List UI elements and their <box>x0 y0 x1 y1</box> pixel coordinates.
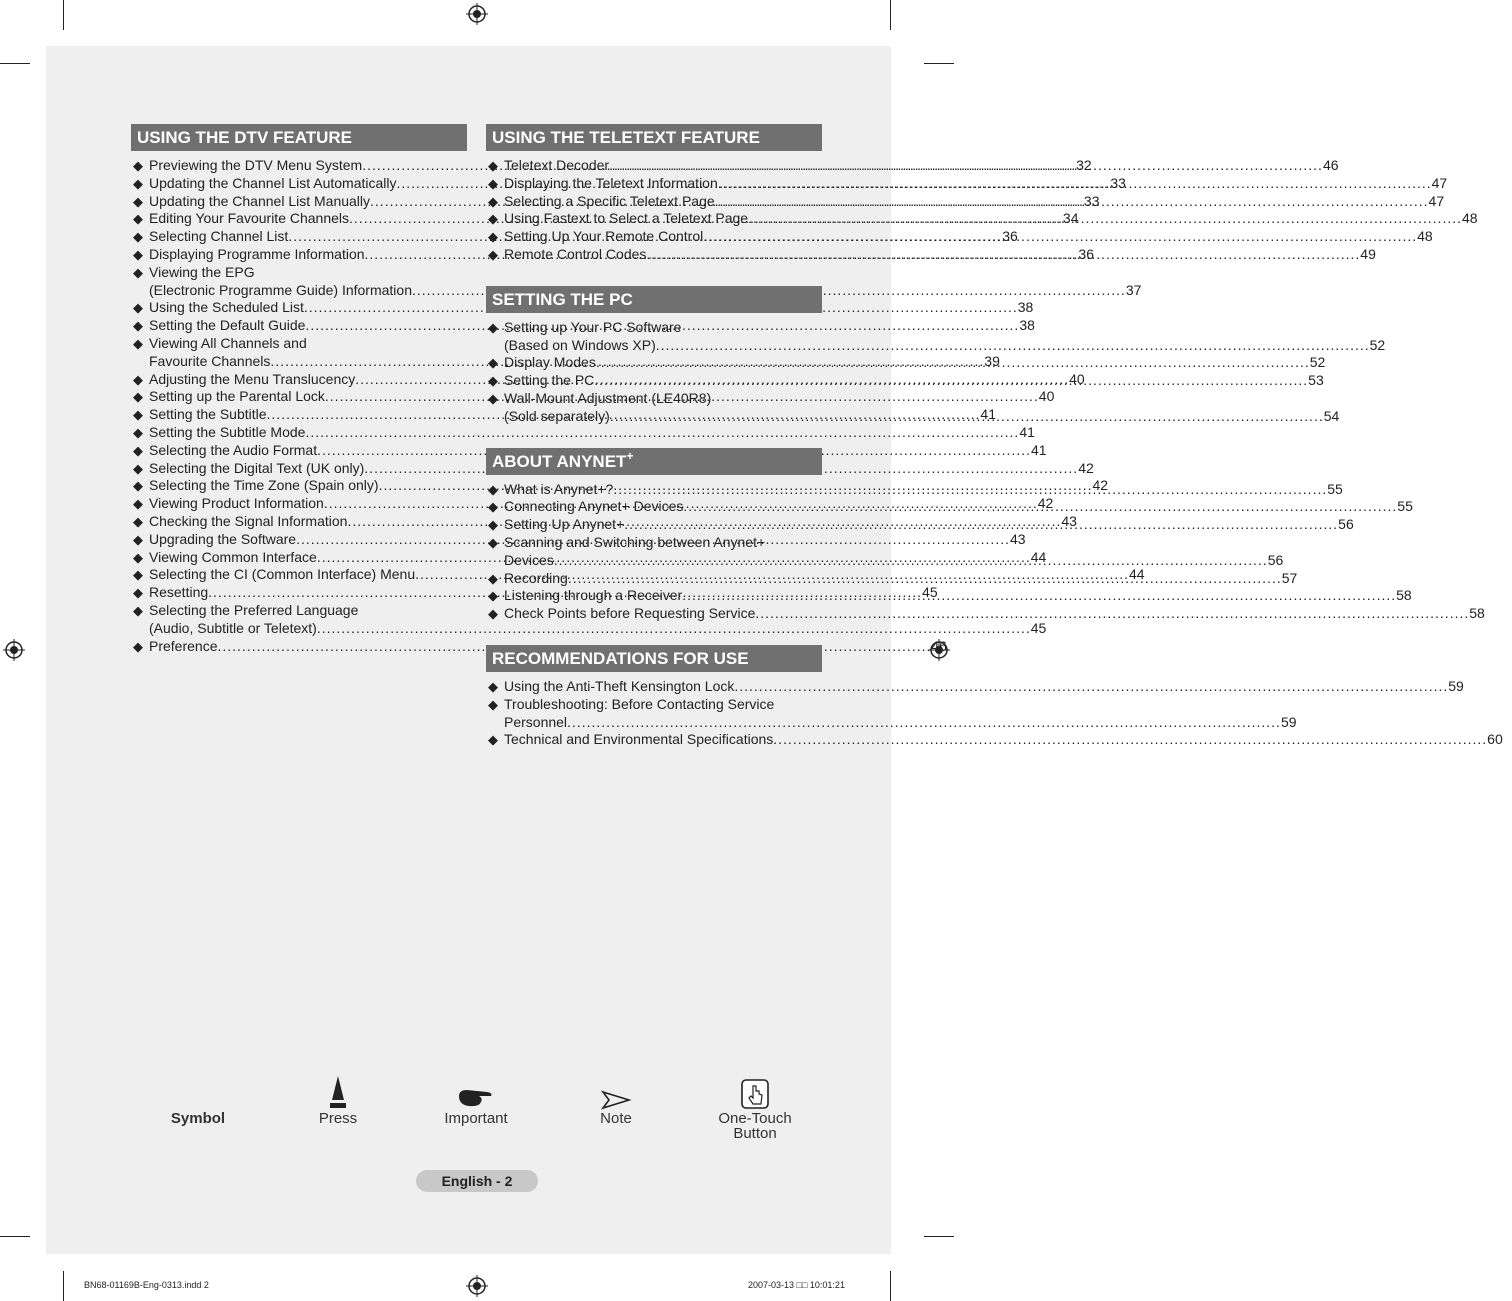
section-heading-text: ABOUT ANYNET <box>492 451 627 471</box>
toc-entry[interactable] <box>486 695 1297 732</box>
toc-entry-page-number: 38 <box>1019 317 1035 334</box>
leader-dots <box>773 731 1487 749</box>
toc-entry-page-number: 55 <box>1327 480 1343 497</box>
section-heading <box>486 645 822 672</box>
diamond-bullet-icon: ◆ <box>133 229 143 245</box>
diamond-bullet-icon: ◆ <box>133 638 143 654</box>
toc-entry-page-number: 33 <box>1083 192 1100 209</box>
diamond-bullet-icon: ◆ <box>488 588 498 604</box>
leader-dots <box>755 605 1469 623</box>
section-heading <box>486 448 822 475</box>
diamond-bullet-icon: ◆ <box>133 585 143 601</box>
leader-dots <box>624 516 1338 534</box>
symbol-heading <box>158 1110 238 1127</box>
toc-entry-title: Setting the Subtitle <box>149 406 267 423</box>
symbol-legend <box>130 1070 830 1150</box>
symbol-note <box>576 1070 656 1127</box>
toc-entry-page-number: 40 <box>1038 388 1055 405</box>
toc-entry-page-number: 48 <box>1462 210 1478 227</box>
toc-entry-title: Resetting <box>149 584 209 601</box>
toc-entry-page-number: 41 <box>1019 423 1035 440</box>
diamond-bullet-icon: ◆ <box>488 390 498 406</box>
toc-entry-title: Setting Up Anynet+ <box>504 516 625 533</box>
diamond-bullet-icon: ◆ <box>488 570 498 586</box>
toc-entry-title: Updating the Channel List Manually <box>149 192 371 209</box>
toc-entry[interactable] <box>486 677 1464 696</box>
leader-dots <box>682 587 1396 605</box>
crop-mark <box>890 1271 891 1301</box>
diamond-bullet-icon: ◆ <box>133 175 143 191</box>
toc-entry-page-number: 44 <box>1129 566 1145 583</box>
section-heading-text: USING THE TELETEXT FEATURE <box>492 128 760 147</box>
diamond-bullet-icon: ◆ <box>488 211 498 227</box>
toc-entry-title: Using Fastext to Select a Teletext Page <box>504 210 749 227</box>
leader-dots <box>609 157 1323 175</box>
diamond-bullet-icon: ◆ <box>133 389 143 405</box>
leader-dots <box>748 210 1462 228</box>
toc-entry-title: Setting the Subtitle Mode <box>149 423 306 440</box>
one-touch-button-icon <box>740 1078 770 1110</box>
crop-mark <box>63 1271 64 1301</box>
diamond-bullet-icon: ◆ <box>488 229 498 245</box>
diamond-bullet-icon: ◆ <box>488 534 498 550</box>
diamond-bullet-icon: ◆ <box>488 678 498 694</box>
toc-entry-page-number: 53 <box>1308 372 1324 389</box>
section-heading-text: USING THE DTV FEATURE <box>137 128 353 147</box>
toc-entry-page-number: 42 <box>1037 495 1054 512</box>
note-arrow-icon <box>601 1090 631 1110</box>
diamond-bullet-icon: ◆ <box>133 158 143 173</box>
toc-entry-page-number: 46 <box>931 637 947 654</box>
section-heading <box>131 124 467 151</box>
symbol-press <box>298 1070 378 1127</box>
registration-mark-icon <box>466 3 488 25</box>
diamond-bullet-icon: ◆ <box>488 696 498 712</box>
toc-entry-page-number: 36 <box>1078 245 1094 262</box>
crop-mark <box>0 63 30 64</box>
toc-entry-title: Adjusting the Menu Translucency <box>149 370 356 387</box>
diamond-bullet-icon: ◆ <box>133 424 143 440</box>
toc-entry-title: Preference <box>149 637 218 654</box>
diamond-bullet-icon: ◆ <box>133 300 143 316</box>
leader-dots <box>715 193 1429 211</box>
diamond-bullet-icon: ◆ <box>133 602 143 618</box>
diamond-bullet-icon: ◆ <box>133 371 143 387</box>
diamond-bullet-icon: ◆ <box>133 193 143 209</box>
date-slug: 2007-03-13 □□ 10:01:21 <box>748 1280 845 1290</box>
toc-entry-title: Teletext Decoder <box>504 157 610 173</box>
diamond-bullet-icon: ◆ <box>133 264 143 280</box>
registration-mark-icon <box>466 1275 488 1297</box>
diamond-bullet-icon: ◆ <box>133 442 143 458</box>
toc-entry-page-number: 52 <box>1369 336 1386 353</box>
toc-entry-page-number: 54 <box>1323 407 1340 424</box>
toc-entry-title: Viewing the EPG <box>149 263 255 280</box>
leader-dots <box>646 246 1360 264</box>
toc-entry-page-number: 58 <box>1396 587 1412 604</box>
diamond-bullet-icon: ◆ <box>488 373 498 389</box>
pointing-hand-icon <box>457 1086 495 1110</box>
toc-entry[interactable] <box>486 605 1485 623</box>
toc-entry-page-number: 39 <box>984 352 1000 369</box>
toc-entry-page-number: 42 <box>1078 459 1094 476</box>
note-label: Note <box>600 1110 632 1127</box>
leader-dots <box>613 481 1327 499</box>
diamond-bullet-icon: ◆ <box>488 158 498 173</box>
toc-entry-title: Previewing the DTV Menu System <box>149 157 363 173</box>
toc-entry-title: Selecting a Specific Teletext Page <box>504 192 715 209</box>
toc-entry-page-number: 45 <box>922 584 938 601</box>
toc-entry-title: Check Points before Requesting Service <box>504 605 756 622</box>
diamond-bullet-icon: ◆ <box>133 549 143 565</box>
leader-dots <box>718 175 1432 193</box>
toc-entry-title: Updating the Channel List Automatically <box>149 174 397 191</box>
leader-dots <box>734 678 1448 696</box>
section-heading-sup: + <box>626 448 634 463</box>
toc-entry-page-number: 42 <box>1092 477 1109 494</box>
toc-entry-page-number: 43 <box>1009 530 1026 547</box>
leader-dots <box>703 228 1417 246</box>
section-heading-text: RECOMMENDATIONS FOR USE <box>492 648 749 668</box>
symbol-one-touch <box>710 1070 800 1142</box>
toc-entry-title: Displaying the Teletext Information <box>504 174 718 191</box>
toc-entry-title: Setting the PC <box>504 372 595 389</box>
toc-entry-page-number: 33 <box>1110 174 1126 191</box>
page-number-badge: English - 2 <box>416 1170 538 1192</box>
toc-entry-page-number: 47 <box>1428 192 1445 209</box>
leader-dots <box>568 570 1282 588</box>
toc-entry-title: (Audio, Subtitle or Teletext) <box>149 619 317 636</box>
toc-entry-title: Selecting the Time Zone (Spain only) <box>149 477 379 494</box>
diamond-bullet-icon: ◆ <box>133 513 143 529</box>
toc-entry-title: Checking the Signal Information <box>149 512 348 529</box>
toc-entry-title: Setting Up Your Remote Control <box>504 228 704 245</box>
toc-entry-title: Setting the Default Guide <box>149 317 306 334</box>
toc-entry[interactable] <box>486 731 1503 749</box>
diamond-bullet-icon: ◆ <box>488 499 498 515</box>
toc-entry-page-number: 34 <box>1062 210 1079 227</box>
toc-entry-title: Upgrading the Software <box>149 530 297 547</box>
toc-entry-title: Displaying Programme Information <box>149 245 365 262</box>
toc-entry-page-number: 59 <box>1280 713 1297 730</box>
toc-entry-title: Selecting the CI (Common Interface) Menu <box>149 566 416 583</box>
toc-entry-title: Viewing Product Information <box>149 495 324 512</box>
toc-entry-page-number: 48 <box>1417 228 1433 245</box>
toc-entry-page-number: 59 <box>1448 677 1464 694</box>
leader-dots <box>610 408 1324 426</box>
toc-entry-page-number: 44 <box>1030 548 1047 565</box>
toc-entry-title: Troubleshooting: Before Contacting Service <box>504 695 775 712</box>
toc-entry-page-number: 58 <box>1469 605 1485 622</box>
file-slug: BN68-01169B-Eng-0313.indd 2 <box>84 1280 209 1290</box>
toc-entry-title: What is Anynet+? <box>504 480 614 497</box>
diamond-bullet-icon: ◆ <box>488 355 498 371</box>
leader-dots <box>567 714 1281 732</box>
diamond-bullet-icon: ◆ <box>488 246 498 262</box>
diamond-bullet-icon: ◆ <box>488 193 498 209</box>
diamond-bullet-icon: ◆ <box>133 531 143 547</box>
toc-entry-title: Setting up the Parental Lock <box>149 388 325 405</box>
press-icon <box>328 1074 348 1110</box>
toc-entry-page-number: 43 <box>1061 512 1077 529</box>
leader-dots <box>594 372 1308 390</box>
toc-entry-title: Viewing Common Interface <box>149 548 317 565</box>
toc-entry[interactable] <box>131 637 947 656</box>
section-heading <box>486 124 822 151</box>
toc-entry-title: Selecting the Digital Text (UK only) <box>149 459 365 476</box>
toc-entry-page-number: 41 <box>1031 441 1047 458</box>
section-heading-text: SETTING THE PC <box>492 289 633 309</box>
diamond-bullet-icon: ◆ <box>133 318 143 334</box>
diamond-bullet-icon: ◆ <box>133 478 143 494</box>
toc-entry-title: Using the Anti-Theft Kensington Lock <box>504 677 735 694</box>
symbol-heading-label: Symbol <box>170 1110 226 1127</box>
crop-mark <box>924 63 954 64</box>
diamond-bullet-icon: ◆ <box>133 407 143 423</box>
toc-entry-page-number: 46 <box>1322 157 1339 173</box>
leader-dots <box>554 552 1268 570</box>
toc-entry-page-number: 38 <box>1017 299 1034 316</box>
toc-entry-page-number: 56 <box>1267 551 1284 568</box>
toc-entry-title: Favourite Channels <box>149 352 271 369</box>
toc-entry-page-number: 41 <box>980 406 996 423</box>
crop-mark <box>0 1236 30 1237</box>
diamond-bullet-icon: ◆ <box>133 496 143 512</box>
diamond-bullet-icon: ◆ <box>488 319 498 335</box>
press-label: Press <box>318 1110 358 1127</box>
toc-entry-title: Display Modes <box>504 354 596 371</box>
toc-entry-page-number: 60 <box>1487 731 1503 748</box>
toc-entry-title: Recording <box>504 569 568 586</box>
toc-entry-page-number: 36 <box>1002 228 1018 245</box>
toc-entry-page-number: 37 <box>1125 281 1142 298</box>
toc-entry-title: Remote Control Codes <box>504 245 647 262</box>
diamond-bullet-icon: ◆ <box>133 246 143 262</box>
diamond-bullet-icon: ◆ <box>488 732 498 748</box>
toc-entry-page-number: 47 <box>1431 174 1448 191</box>
diamond-bullet-icon: ◆ <box>133 567 143 583</box>
toc-entry-page-number: 49 <box>1360 245 1376 262</box>
section-heading <box>486 286 822 313</box>
registration-mark-icon <box>3 639 25 661</box>
symbol-important <box>436 1070 516 1127</box>
toc-entry-page-number: 55 <box>1397 498 1413 515</box>
crop-mark <box>924 1236 954 1237</box>
toc-entry-title: Listening through a Receiver <box>504 587 683 604</box>
diamond-bullet-icon: ◆ <box>488 481 498 497</box>
toc-entry-page-number: 57 <box>1281 569 1298 586</box>
toc-entry-title: Technical and Environmental Specifications <box>504 731 774 748</box>
toc-entry-page-number: 32 <box>1076 157 1092 173</box>
toc-entry-title: Devices <box>504 551 554 568</box>
toc-entry-title: (Sold separately) <box>504 407 610 424</box>
toc-entry-title: Viewing All Channels and <box>149 334 307 351</box>
toc-entry-title: Selecting Channel List <box>149 228 289 245</box>
toc-entry-title: Scanning and Switching between Anynet+ <box>504 533 766 550</box>
leader-dots <box>596 354 1310 372</box>
diamond-bullet-icon: ◆ <box>488 517 498 533</box>
diamond-bullet-icon: ◆ <box>133 335 143 351</box>
toc-entry-title: (Electronic Programme Guide) Information <box>149 281 412 298</box>
toc-entry-title: (Based on Windows XP) <box>504 336 656 353</box>
leader-dots <box>683 498 1397 516</box>
diamond-bullet-icon: ◆ <box>488 606 498 622</box>
toc-entry[interactable] <box>131 423 1035 442</box>
toc-entry-page-number: 45 <box>1030 619 1047 636</box>
diamond-bullet-icon: ◆ <box>488 175 498 191</box>
one-touch-label-line1: One-Touch <box>718 1110 792 1127</box>
toc-entry-page-number: 52 <box>1309 354 1326 371</box>
toc-entry-page-number: 56 <box>1338 516 1354 533</box>
toc-entry-page-number: 40 <box>1069 370 1085 387</box>
toc-entry-title: Editing Your Favourite Channels <box>149 210 350 227</box>
crop-mark <box>63 0 64 30</box>
diamond-bullet-icon: ◆ <box>133 211 143 227</box>
leader-dots <box>656 337 1370 355</box>
diamond-bullet-icon: ◆ <box>133 460 143 476</box>
one-touch-label-line2: Button <box>733 1125 777 1142</box>
toc-entry-title: Selecting the Preferred Language <box>149 601 359 618</box>
toc-entry[interactable] <box>131 441 1047 460</box>
toc-entry-title: Selecting the Audio Format <box>149 441 318 458</box>
toc-entry-title: Setting up Your PC Software <box>504 318 682 335</box>
toc-entry-title: Using the Scheduled List <box>149 299 304 316</box>
toc-entry-title: Personnel <box>504 713 568 730</box>
toc-entry-title: Connecting Anynet+ Devices <box>504 498 684 515</box>
important-label: Important <box>444 1110 508 1127</box>
toc-entry-title: Wall-Mount Adjustment (LE40R8) <box>504 389 712 406</box>
crop-mark <box>890 0 891 30</box>
